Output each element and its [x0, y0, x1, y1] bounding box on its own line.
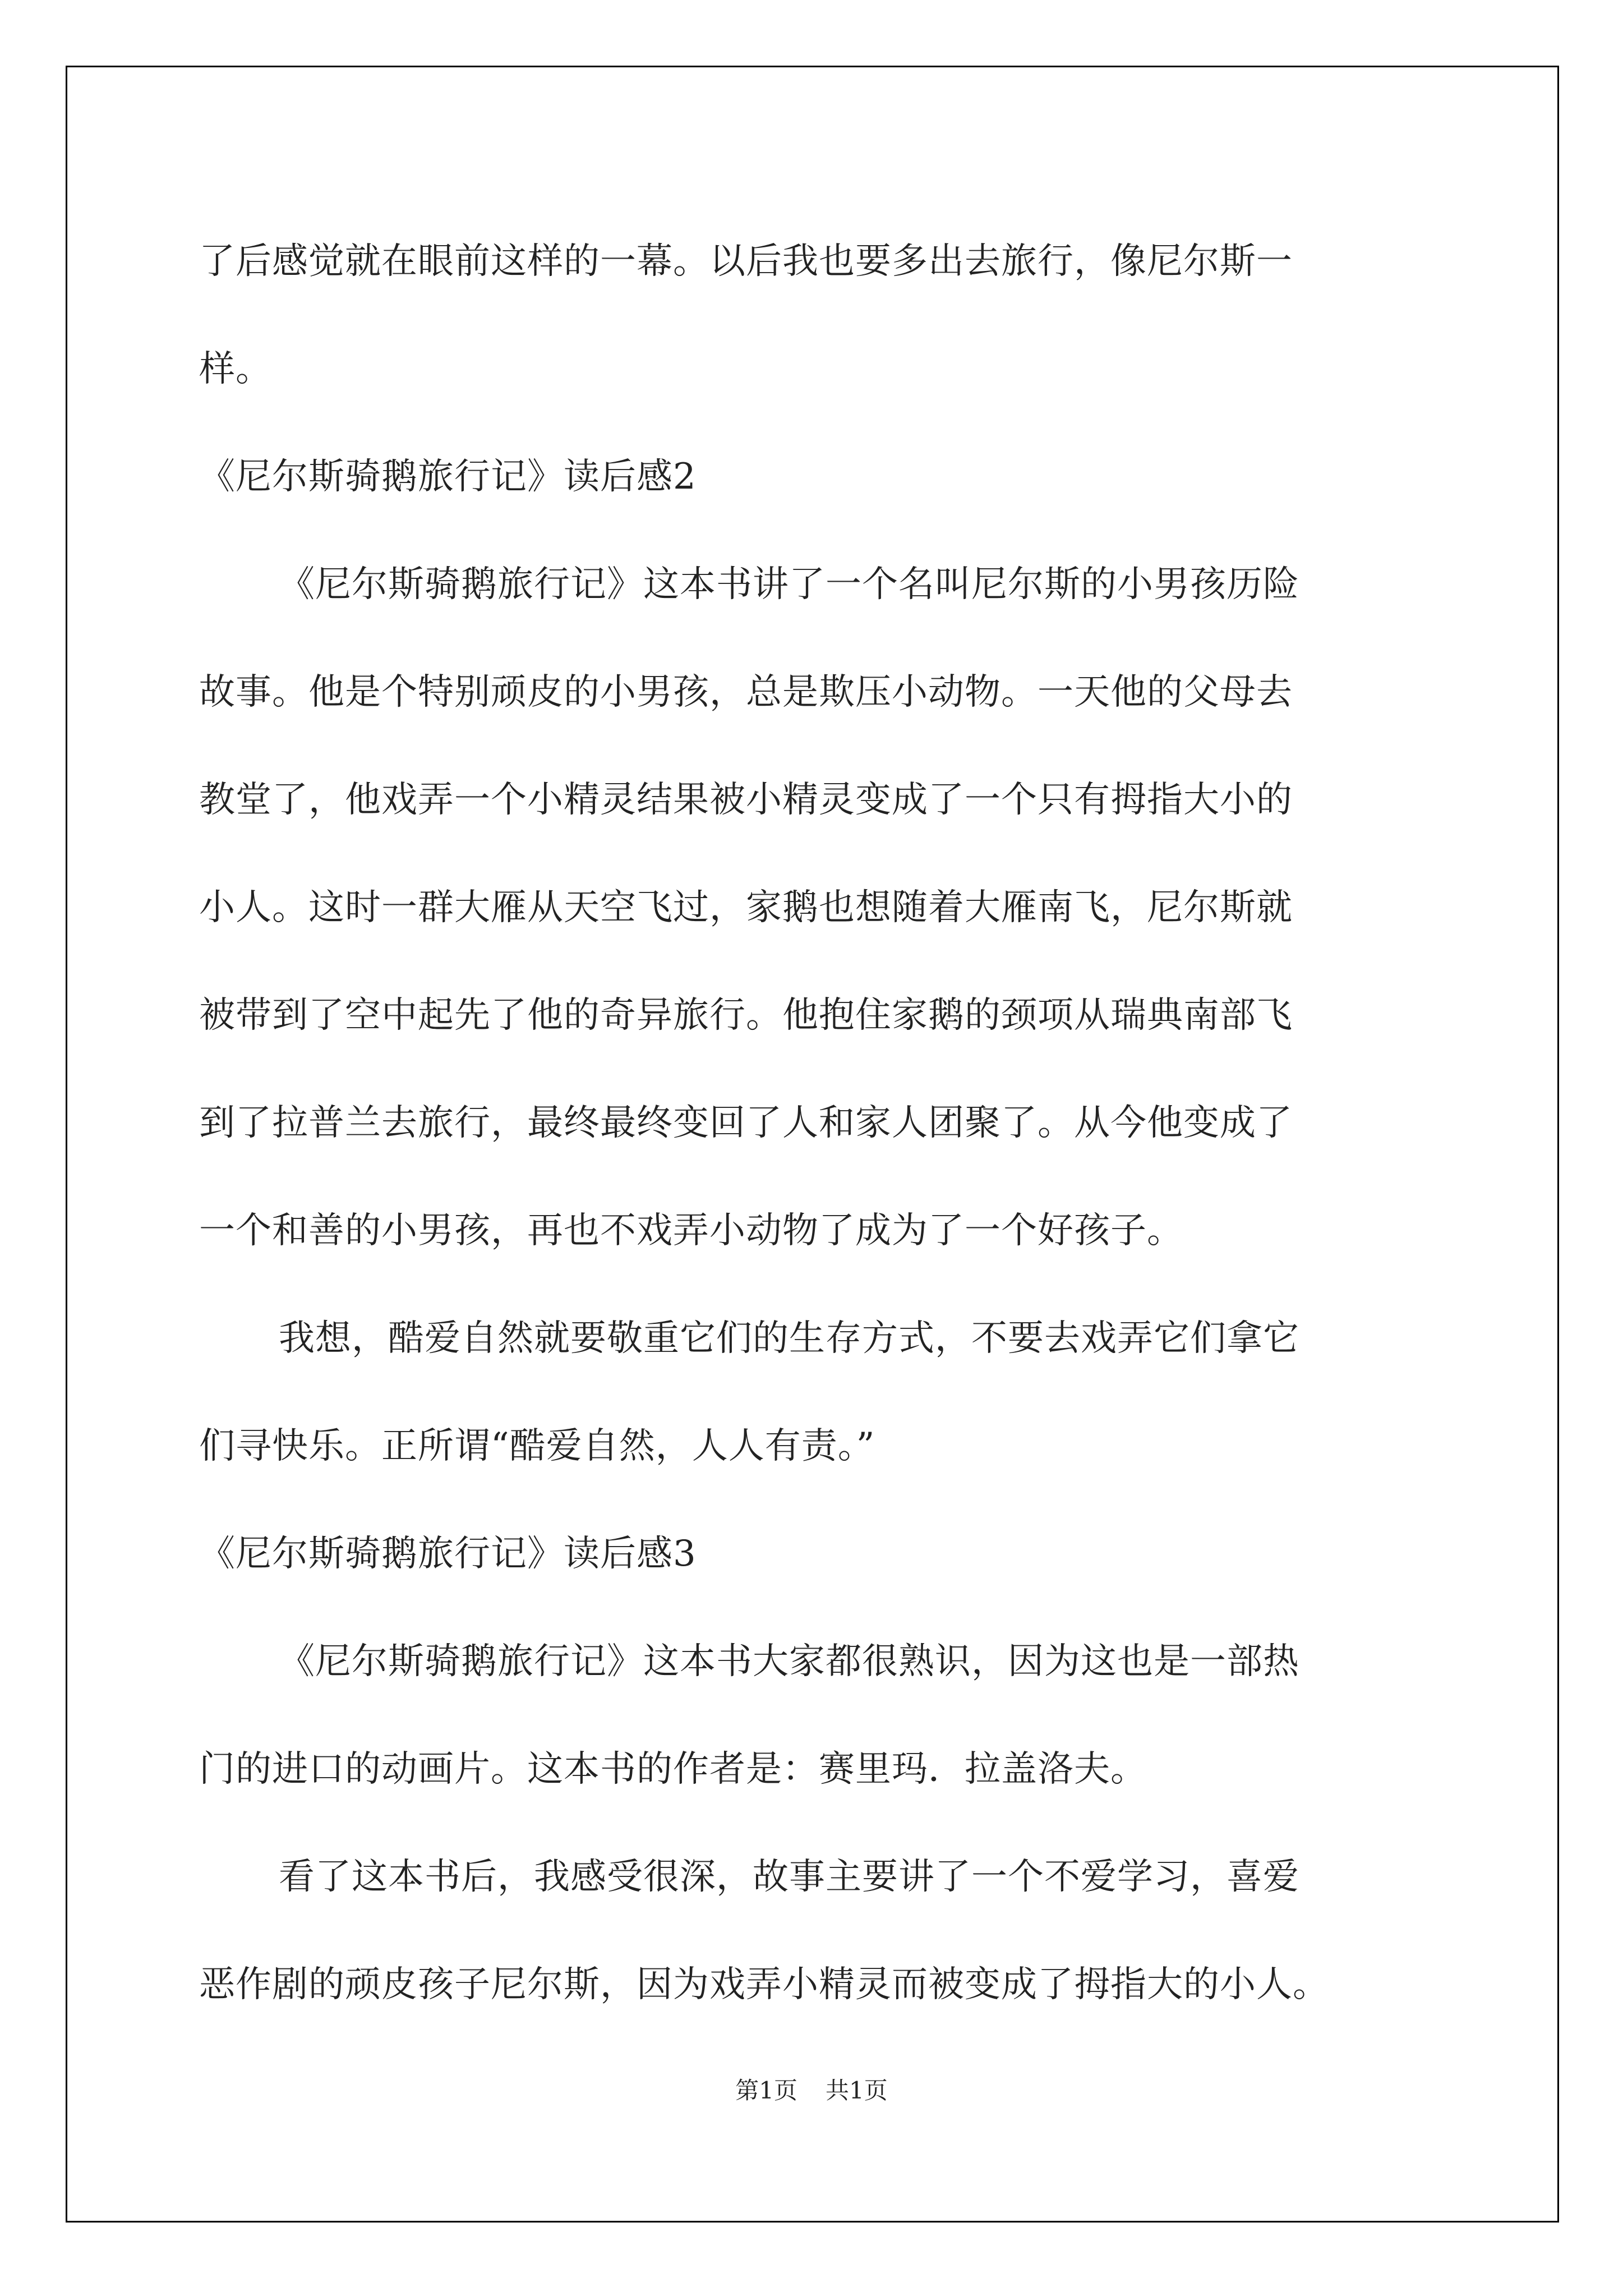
text-line: 小人。这时一群大雁从天空飞过，家鹅也想随着大雁南飞，尼尔斯就 [199, 887, 1293, 928]
text-line: 到了拉普兰去旅行，最终最终变回了人和家人团聚了。从今他变成了 [199, 1102, 1293, 1144]
text-line: 门的进口的动画片。这本书的作者是：赛里玛．拉盖洛夫。 [199, 1749, 1147, 1790]
text-line: 样。 [199, 348, 272, 390]
text-line: 教堂了，他戏弄一个小精灵结果被小精灵变成了一个只有拇指大小的 [199, 779, 1293, 821]
page-footer [0, 2072, 1623, 2106]
page-total: 共1页 [826, 2077, 888, 2104]
text-line: 看了这本书后，我感受很深，故事主要讲了一个不爱学习，喜爱 [279, 1856, 1299, 1898]
section-heading: 《尼尔斯骑鹅旅行记》读后感3 [199, 1533, 697, 1575]
text-line: 们寻快乐。正所谓“酷爱自然，人人有责。” [199, 1425, 875, 1467]
text-line: 被带到了空中起先了他的奇异旅行。他抱住家鹅的颈项从瑞典南部飞 [199, 995, 1293, 1036]
text-line: 故事。他是个特别顽皮的小男孩，总是欺压小动物。一天他的父母去 [199, 671, 1293, 713]
text-line: 我想，酷爱自然就要敬重它们的生存方式，不要去戏弄它们拿它 [279, 1318, 1299, 1359]
text-line: 一个和善的小男孩，再也不戏弄小动物了成为了一个好孩子。 [199, 1210, 1183, 1251]
section-heading: 《尼尔斯骑鹅旅行记》读后感2 [199, 456, 697, 498]
document-body [199, 208, 1438, 2039]
text-line: 了后感觉就在眼前这样的一幕。以后我也要多出去旅行，像尼尔斯一 [199, 241, 1293, 282]
text-line: 《尼尔斯骑鹅旅行记》这本书大家都很熟识，因为这也是一部热 [279, 1641, 1299, 1682]
text-line: 恶作剧的顽皮孩子尼尔斯，因为戏弄小精灵而被变成了拇指大的小人。 [199, 1964, 1329, 2005]
text-line: 《尼尔斯骑鹅旅行记》这本书讲了一个名叫尼尔斯的小男孩历险 [279, 564, 1299, 605]
page-number: 第1页 [735, 2077, 797, 2104]
